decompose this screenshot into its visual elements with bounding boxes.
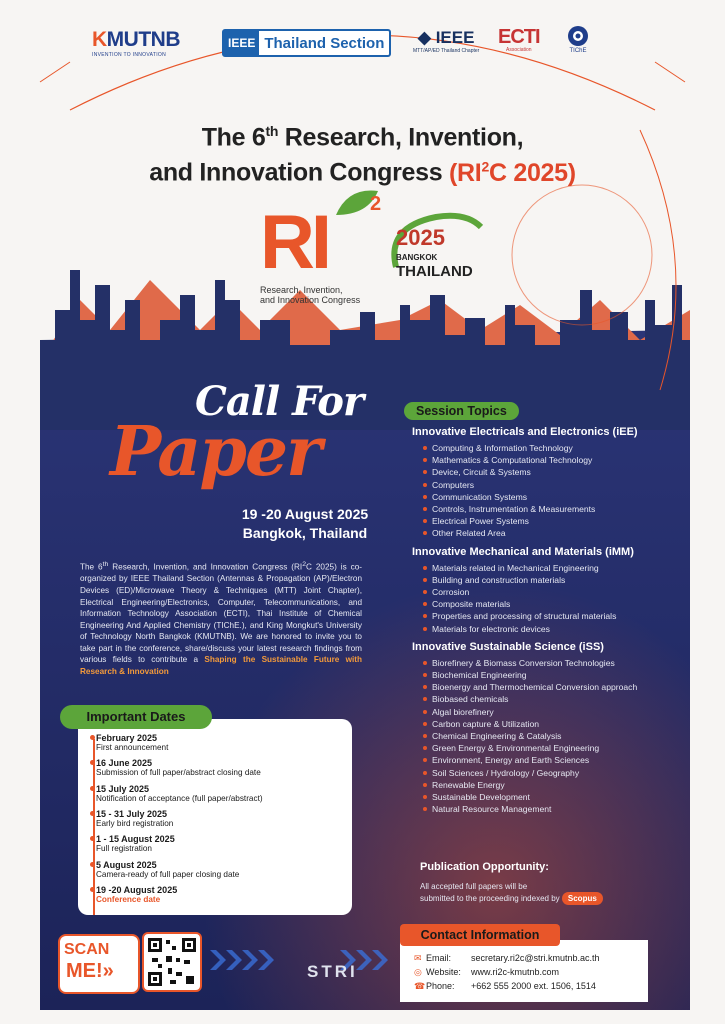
topic-list-iee xyxy=(400,442,690,540)
list-item: Communication Systems xyxy=(432,491,690,503)
list-item: Mathematics & Computational Technology xyxy=(432,454,690,466)
list-item: Properties and processing of structural materials xyxy=(432,610,690,622)
topic-group-title: Innovative Electricals and Electronics (iEE) xyxy=(412,426,638,438)
timeline-item: 1 - 15 August 2025 Full registration xyxy=(96,834,346,854)
timeline-item: February 2025 First announcement xyxy=(96,733,346,753)
timeline-item: 15 - 31 July 2025 Early bird registration xyxy=(96,809,346,829)
contact-heading: Contact Information xyxy=(400,924,560,946)
stri-logo: STRI xyxy=(307,962,358,981)
publication-opportunity: Publication Opportunity: All accepted full papers will be submitted to the proceeding indexed by Scopus xyxy=(420,861,620,905)
partner-logos xyxy=(0,22,725,62)
session-topics-heading: Session Topics xyxy=(404,402,519,420)
topic-group-title: Innovative Mechanical and Materials (iMM) xyxy=(412,545,634,558)
timeline-item: 16 June 2025 Submission of full paper/abstract closing date xyxy=(96,758,346,778)
tiche-emblem-icon xyxy=(566,24,590,48)
email-icon: ✉ xyxy=(414,953,422,963)
list-item: Soil Sciences / Hydrology / Geography xyxy=(432,767,690,779)
topic-list-imm xyxy=(400,562,690,635)
contact-email[interactable]: ✉ Email: secretary.ri2c@stri.kmutnb.ac.th xyxy=(414,953,600,963)
list-item: Green Energy & Environmental Engineering xyxy=(432,742,690,754)
list-item: Corrosion xyxy=(432,586,690,598)
list-item: Materials related in Mechanical Engineering xyxy=(432,562,690,574)
globe-icon: ◎ xyxy=(414,967,422,977)
qr-code[interactable] xyxy=(142,932,202,992)
event-date: 19 -20 August 2025 Bangkok, Thailand xyxy=(241,506,369,541)
contact-phone[interactable]: ☎Phone: +662 555 2000 ext. 1506, 1514 xyxy=(414,981,596,991)
list-item: Electrical Power Systems xyxy=(432,515,690,527)
list-item: Sustainable Development xyxy=(432,791,690,803)
ieee-logo: ◆ IEEE MTT/AP/ED Thailand Chapter xyxy=(413,28,480,54)
ieee-diamond-icon: ◆ xyxy=(417,28,431,47)
list-item: Composite materials xyxy=(432,598,690,610)
topic-group-title: Innovative Sustainable Science (iSS) xyxy=(412,640,604,653)
list-item: Renewable Energy xyxy=(432,779,690,791)
ri2c-logo: RI 2 2025 BANGKOK THAILAND Research, Invention, and Innovation Congress xyxy=(258,195,478,310)
timeline-item: 5 August 2025 Camera-ready of full paper closing date xyxy=(96,860,346,880)
list-item: Biorefinery & Biomass Conversion Technologies xyxy=(432,657,690,669)
ieee-thailand-logo: IEEE Thailand Section xyxy=(222,29,391,57)
list-item: Natural Resource Management xyxy=(432,803,690,815)
list-item: Environment, Energy and Earth Sciences xyxy=(432,754,690,766)
page-title: The 6th Research, Invention, and Innovation Congress ($RI^2C$ 2025) xyxy=(149,123,576,187)
list-item: Device, Circuit & Systems xyxy=(432,466,690,478)
list-item: Biochemical Engineering xyxy=(432,669,690,681)
intro-paragraph: The 6th Research, Invention, and Innovation Congress ($RI^2C$ 2025) is co-organized by IEEE Thailand Section (Antennas & Propagation (AP)/Electron Devices (ED)/Microwave Theory & Techniques (MTT) Joint Chapter), Electrical Engineering/Electronics, Computer, Telecommunications, and Information Technology Association (ECTI), Thai Institute of Chemical Engineering And Applied Chemistry (TIChE.), and King Mongkut's University of Technology North Bangkok (KMUTNB). We are honored to invite you to take part in the conference, share/discuss your latest research findings from various fields to contribute a Shaping the Sustainable Future with Research & Innovation xyxy=(80,561,362,677)
contact-information xyxy=(400,924,650,1002)
important-dates xyxy=(58,705,356,915)
list-item: Chemical Engineering & Catalysis xyxy=(432,730,690,742)
list-item: Other Related Area xyxy=(432,527,690,539)
chevron-right-icon: » xyxy=(102,960,114,982)
session-topics xyxy=(400,402,690,815)
timeline-item: 15 July 2025 Notification of acceptance (full paper/abstract) xyxy=(96,784,346,804)
list-item: Computing & Information Technology xyxy=(432,442,690,454)
list-item: Carbon capture & Utilization xyxy=(432,718,690,730)
list-item: Computers xyxy=(432,479,690,491)
ecti-logo: ECTI Association xyxy=(498,26,540,53)
list-item: Algal biorefinery xyxy=(432,706,690,718)
contact-website[interactable]: ◎ Website: www.ri2c-kmutnb.com xyxy=(414,967,560,977)
call-for-paper: Call For Paper xyxy=(110,378,364,492)
tiche-logo: TIChE xyxy=(566,24,590,54)
list-item: Building and construction materials xyxy=(432,574,690,586)
timeline-item: 19 -20 August 2025 Conference date xyxy=(96,885,346,905)
list-item: Bioenergy and Thermochemical Conversion approach xyxy=(432,681,690,693)
important-dates-heading: Important Dates xyxy=(60,705,212,729)
list-item: Controls, Instrumentation & Measurements xyxy=(432,503,690,515)
scan-qr[interactable]: SCAN ME!» xyxy=(58,932,198,992)
topic-list-iss xyxy=(400,657,690,816)
kmutnb-logo: KMUTNB INVENTION TO INNOVATION xyxy=(92,28,180,58)
phone-icon: ☎ xyxy=(414,981,426,991)
list-item: Biobased chemicals xyxy=(432,693,690,705)
scopus-badge: Scopus xyxy=(562,892,603,905)
qr-code-icon xyxy=(146,936,198,988)
list-item: Materials for electronic devices xyxy=(432,623,690,635)
